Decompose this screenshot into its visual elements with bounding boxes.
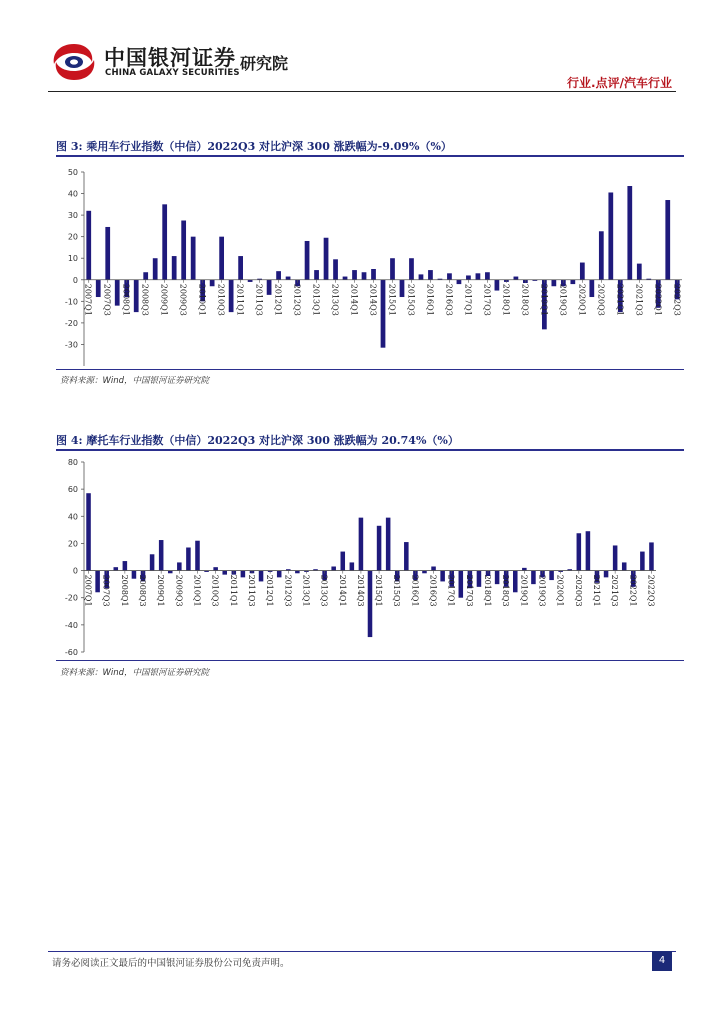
bar-2016Q4 (457, 280, 462, 284)
bar-2017Q3 (485, 272, 490, 280)
bar-2021Q2 (604, 571, 609, 578)
y-tick-label: -30 (64, 340, 78, 350)
bar-2022Q2 (640, 552, 645, 571)
x-tick-label: 2016Q3 (444, 283, 454, 316)
page-number: 4 (652, 951, 672, 971)
bar-2016Q2 (422, 571, 427, 574)
galaxy-logo-icon (48, 40, 100, 84)
x-tick-label: 2017Q3 (482, 283, 492, 316)
bar-2014Q3 (359, 518, 364, 571)
x-tick-label: 2012Q1 (265, 574, 275, 607)
x-tick-label: 2014Q1 (337, 574, 347, 607)
bar-2021Q3 (613, 545, 618, 570)
bar-2009Q1 (162, 204, 167, 279)
x-tick-label: 2013Q1 (311, 283, 321, 316)
bar-2007Q1 (86, 493, 91, 570)
x-tick-label: 2020Q1 (577, 283, 587, 316)
report-section: 行业.点评/汽车行业 (567, 76, 672, 90)
x-tick-label: 2011Q1 (235, 283, 245, 316)
x-tick-label: 2018Q1 (501, 283, 511, 316)
bar-2015Q4 (404, 542, 409, 571)
x-tick-label: 2022Q3 (646, 574, 656, 607)
bar-2019Q4 (549, 571, 554, 581)
bar-2016Q3 (431, 567, 436, 571)
bar-2020Q4 (608, 192, 613, 279)
x-tick-label: 2014Q1 (349, 283, 359, 316)
x-tick-label: 2017Q1 (463, 283, 473, 316)
x-tick-label: 2013Q3 (319, 574, 329, 607)
bar-2012Q1 (276, 271, 281, 280)
y-tick-label: 60 (67, 485, 78, 495)
bar-2015Q2 (400, 280, 405, 297)
x-tick-label: 2010Q3 (216, 283, 226, 316)
bar-2007Q4 (115, 280, 120, 306)
y-tick-label: 40 (67, 189, 78, 199)
bar-2021Q4 (622, 562, 627, 570)
bar-2018Q2 (495, 571, 500, 585)
bar-2009Q1 (159, 540, 164, 571)
bar-2019Q2 (531, 571, 536, 585)
bar-2009Q4 (191, 237, 196, 280)
x-tick-label: 2009Q3 (174, 574, 184, 607)
x-tick-label: 2020Q1 (555, 574, 565, 607)
y-tick-label: 20 (67, 539, 78, 549)
bar-2019Q1 (522, 568, 527, 571)
bar-2014Q1 (340, 552, 345, 571)
y-tick-label: 80 (67, 458, 78, 467)
bar-2022Q3 (649, 542, 654, 570)
bar-2007Q2 (96, 280, 101, 297)
x-tick-label: 2010Q3 (210, 574, 220, 607)
x-tick-label: 2013Q3 (330, 283, 340, 316)
x-tick-label: 2011Q1 (228, 574, 238, 607)
figure-4-top-rule (56, 449, 684, 451)
x-tick-label: 2022Q1 (628, 574, 638, 607)
y-tick-label: 40 (67, 512, 78, 522)
footer-divider (48, 951, 676, 952)
bar-2015Q2 (386, 518, 391, 571)
y-tick-label: 20 (67, 232, 78, 242)
x-tick-label: 2012Q1 (273, 283, 283, 316)
bar-2018Q4 (513, 571, 518, 593)
x-tick-label: 2011Q3 (246, 574, 256, 607)
bar-2010Q3 (213, 567, 218, 570)
bar-2021Q2 (627, 186, 632, 280)
bar-2008Q4 (153, 258, 158, 280)
x-tick-label: 2022Q3 (672, 283, 682, 316)
bar-2020Q1 (580, 263, 585, 280)
bar-2012Q2 (277, 571, 282, 578)
x-tick-label: 2018Q1 (483, 574, 493, 607)
bar-2008Q2 (134, 280, 139, 312)
company-logo (48, 40, 298, 80)
y-tick-label: -40 (64, 620, 78, 630)
bar-2008Q3 (143, 272, 148, 280)
bar-2019Q4 (570, 280, 575, 284)
x-tick-label: 2009Q1 (159, 283, 169, 316)
y-tick-label: -60 (64, 648, 78, 657)
bar-2009Q3 (181, 221, 186, 280)
bar-2012Q2 (286, 277, 291, 280)
bar-2016Q3 (447, 273, 452, 279)
y-tick-label: 0 (72, 566, 78, 576)
x-tick-label: 2012Q3 (283, 574, 293, 607)
x-tick-label: 2018Q3 (520, 283, 530, 316)
x-tick-label: 2015Q1 (387, 283, 397, 316)
y-tick-label: 50 (67, 168, 78, 177)
bar-2020Q4 (586, 531, 591, 570)
x-tick-label: 2009Q1 (156, 574, 166, 607)
x-tick-label: 2021Q3 (610, 574, 620, 607)
x-tick-label: 2007Q3 (101, 574, 111, 607)
bar-2016Q4 (440, 571, 445, 582)
bar-2007Q1 (86, 211, 91, 280)
bar-2015Q4 (419, 274, 424, 279)
bar-2013Q3 (333, 259, 338, 279)
bar-2008Q4 (150, 554, 155, 570)
x-tick-label: 2015Q3 (392, 574, 402, 607)
bar-2010Q4 (229, 280, 234, 312)
bar-2020Q2 (589, 280, 594, 297)
x-tick-label: 2018Q3 (501, 574, 511, 607)
bar-2013Q2 (324, 238, 329, 280)
x-tick-label: 2021Q1 (591, 574, 601, 607)
bar-2014Q4 (368, 571, 373, 638)
bar-2014Q3 (371, 269, 376, 280)
bar-2014Q2 (350, 562, 355, 570)
bar-2010Q1 (195, 541, 200, 571)
x-tick-label: 2020Q3 (596, 283, 606, 316)
x-tick-label: 2015Q3 (406, 283, 416, 316)
x-tick-label: 2019Q1 (519, 574, 529, 607)
bar-2020Q3 (577, 533, 582, 570)
bar-2011Q2 (241, 571, 246, 578)
logo-chinese-name: 中国银河证券 (104, 46, 236, 70)
bar-2009Q2 (168, 571, 173, 574)
figure-4-chart (56, 452, 684, 660)
bar-2010Q2 (210, 280, 215, 286)
bar-2010Q3 (219, 237, 224, 280)
y-tick-label: 10 (67, 254, 78, 264)
bar-2014Q2 (362, 272, 367, 280)
x-tick-label: 2009Q3 (178, 283, 188, 316)
x-tick-label: 2017Q3 (464, 574, 474, 607)
x-tick-label: 2021Q3 (634, 283, 644, 316)
bar-2010Q4 (222, 571, 227, 575)
institute-name: 研究院 (240, 54, 289, 73)
bar-2007Q3 (105, 227, 110, 280)
bar-2009Q4 (186, 548, 191, 571)
figure-3-chart (56, 160, 684, 370)
x-tick-label: 2020Q3 (573, 574, 583, 607)
bar-2021Q3 (637, 264, 642, 280)
figure-4-bottom-rule (56, 660, 684, 661)
x-tick-label: 2021Q1 (615, 283, 625, 316)
x-tick-label: 2010Q1 (192, 574, 202, 607)
x-tick-label: 2007Q3 (102, 283, 112, 316)
x-tick-label: 2014Q3 (355, 574, 365, 607)
x-tick-label: 2008Q3 (140, 283, 150, 316)
figure-3-top-rule (56, 155, 684, 157)
x-tick-label: 2010Q1 (197, 283, 207, 316)
bar-2009Q2 (172, 256, 177, 280)
bar-2014Q4 (381, 280, 386, 348)
bar-2013Q4 (331, 567, 336, 571)
bar-2007Q4 (114, 567, 119, 570)
x-tick-label: 2017Q1 (446, 574, 456, 607)
bar-2011Q4 (259, 571, 264, 582)
x-tick-label: 2008Q1 (121, 283, 131, 316)
x-tick-label: 2019Q1 (539, 283, 549, 316)
bar-2012Q4 (305, 241, 310, 280)
bar-2015Q1 (377, 526, 382, 571)
logo-english-name: CHINA GALAXY SECURITIES (105, 68, 240, 78)
y-tick-label: -20 (64, 318, 78, 328)
bar-2022Q2 (665, 200, 670, 280)
x-tick-label: 2007Q1 (83, 574, 93, 607)
bar-2017Q1 (466, 275, 471, 279)
x-tick-label: 2022Q1 (653, 283, 663, 316)
x-tick-label: 2013Q1 (301, 574, 311, 607)
header-divider (48, 91, 676, 92)
bar-2017Q2 (476, 273, 481, 279)
x-tick-label: 2007Q1 (83, 283, 93, 316)
x-tick-label: 2016Q3 (428, 574, 438, 607)
figure-4-source: 资料来源：Wind，中国银河证券研究院 (60, 668, 210, 678)
x-tick-label: 2011Q3 (254, 283, 264, 316)
bar-2019Q2 (551, 280, 556, 286)
bar-2017Q4 (495, 280, 500, 291)
bar-2017Q2 (459, 571, 464, 598)
figure-3-title: 图 3: 乘用车行业指数（中信）2022Q3 对比沪深 300 涨跌幅为-9.09%（%） (56, 140, 452, 153)
bar-2008Q2 (132, 571, 137, 579)
x-tick-label: 2012Q3 (292, 283, 302, 316)
bar-2013Q4 (343, 277, 348, 280)
bar-2020Q3 (599, 231, 604, 280)
bar-2018Q2 (514, 277, 519, 280)
bar-2007Q2 (95, 571, 100, 593)
x-tick-label: 2019Q3 (558, 283, 568, 316)
x-tick-label: 2016Q1 (410, 574, 420, 607)
figure-3-source: 资料来源：Wind，中国银河证券研究院 (60, 376, 210, 386)
x-tick-label: 2008Q1 (119, 574, 129, 607)
bar-2015Q1 (390, 258, 395, 280)
bar-2011Q1 (238, 256, 243, 280)
disclaimer-text: 请务必阅读正文最后的中国银河证券股份公司免责声明。 (52, 958, 290, 969)
bar-2013Q1 (314, 270, 319, 280)
x-tick-label: 2008Q3 (138, 574, 148, 607)
x-tick-label: 2014Q3 (368, 283, 378, 316)
bar-2008Q1 (123, 561, 128, 571)
figure-4-title: 图 4: 摩托车行业指数（中信）2022Q3 对比沪深 300 涨跌幅为 20.74%（%） (56, 434, 459, 447)
bar-2017Q4 (477, 571, 482, 587)
bar-2016Q1 (428, 270, 433, 280)
y-tick-label: 0 (72, 275, 78, 285)
x-tick-label: 2016Q1 (425, 283, 435, 316)
x-tick-label: 2019Q3 (537, 574, 547, 607)
bar-2012Q4 (295, 571, 300, 574)
figure-3-bottom-rule (56, 369, 684, 370)
bar-2011Q4 (267, 280, 272, 295)
bar-2014Q1 (352, 270, 357, 280)
bar-2009Q3 (177, 562, 182, 570)
y-tick-label: -10 (64, 297, 78, 307)
y-tick-label: 30 (67, 211, 78, 221)
y-tick-label: -20 (64, 593, 78, 603)
bar-2015Q3 (409, 258, 414, 280)
x-tick-label: 2015Q1 (374, 574, 384, 607)
